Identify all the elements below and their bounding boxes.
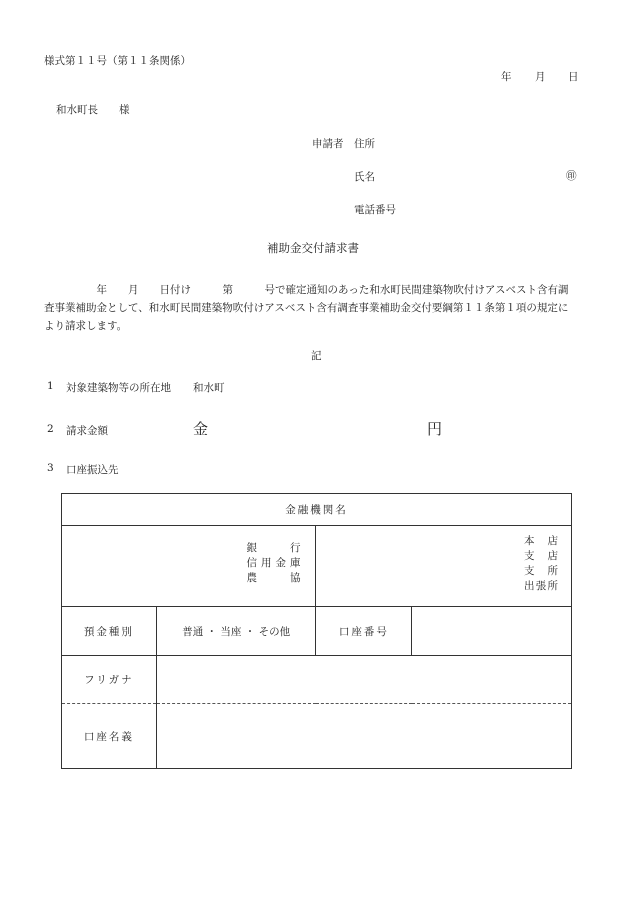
date-month: 月: [535, 71, 546, 83]
ki-label: 記: [311, 350, 322, 362]
applicant-address-label: 住所: [354, 138, 375, 150]
account-number-label: 口座番号: [316, 607, 412, 656]
body-line-3: より請求します。: [44, 320, 128, 332]
seal-mark: ㊞: [566, 170, 577, 182]
bank-type-nokyo: 農 協: [246, 572, 301, 584]
account-holder-label: 口座名義: [62, 704, 157, 769]
table-row: [62, 704, 572, 769]
amount-kin: 金: [193, 420, 209, 438]
branch-type-satellite: 出張所: [524, 580, 558, 592]
branch-type-list: [524, 534, 558, 594]
addressee-name: 和水町長: [56, 104, 98, 116]
branch-type-main: 本 店: [524, 535, 558, 547]
item-2-label: 請求金額: [66, 425, 108, 437]
document-title: 補助金交付請求書: [267, 241, 359, 255]
date-day: 日: [568, 71, 579, 83]
furigana-label: フリガナ: [62, 656, 157, 704]
bank-type-list: [246, 541, 300, 586]
item-3-number: 3: [47, 462, 54, 474]
bank-account-table: [61, 493, 572, 769]
account-holder-field[interactable]: [156, 704, 571, 769]
form-number: 様式第１１号（第１１条関係）: [44, 55, 191, 67]
addressee-honorific: 様: [119, 104, 130, 116]
item-1-label: 対象建築物等の所在地: [66, 382, 171, 394]
applicant-phone-label: 電話番号: [354, 204, 396, 216]
body-paragraph: [44, 281, 592, 335]
item-2-number: 2: [47, 423, 54, 435]
furigana-field[interactable]: [156, 656, 571, 704]
deposit-type-label: 預金種別: [62, 607, 157, 656]
bank-type-shinkin: 信用金庫: [246, 557, 301, 569]
branch-type-branch: 支 店: [524, 550, 558, 562]
deposit-type-options[interactable]: 普通 ・ 当座 ・ その他: [156, 607, 316, 656]
branch-type-office: 支 所: [524, 565, 558, 577]
table-row: [62, 494, 572, 526]
applicant-label: 申請者: [312, 138, 344, 150]
item-1-number: 1: [47, 380, 54, 392]
bank-name-input-cell[interactable]: [62, 526, 316, 607]
date-year: 年: [501, 71, 512, 83]
bank-type-bank: 銀 行: [246, 542, 301, 554]
body-line-1: 年 月 日付け 第 号で確定通知のあった和水町民間建築物吹付けアスベスト含有調: [44, 284, 569, 296]
table-row: [62, 656, 572, 704]
item-3-label: 口座振込先: [66, 464, 119, 476]
table-row: [62, 607, 572, 656]
item-1-value: 和水町: [193, 382, 225, 394]
branch-name-input-cell[interactable]: [316, 526, 572, 607]
account-number-field[interactable]: [412, 607, 572, 656]
bank-name-header: 金融機関名: [62, 494, 572, 526]
applicant-name-label: 氏名: [354, 171, 375, 183]
body-line-2: 査事業補助金として、和水町民間建築物吹付けアスベスト含有調査事業補助金交付要綱第１１条第１項の規定に: [44, 302, 569, 314]
table-row: [62, 526, 572, 607]
amount-en: 円: [427, 420, 443, 438]
